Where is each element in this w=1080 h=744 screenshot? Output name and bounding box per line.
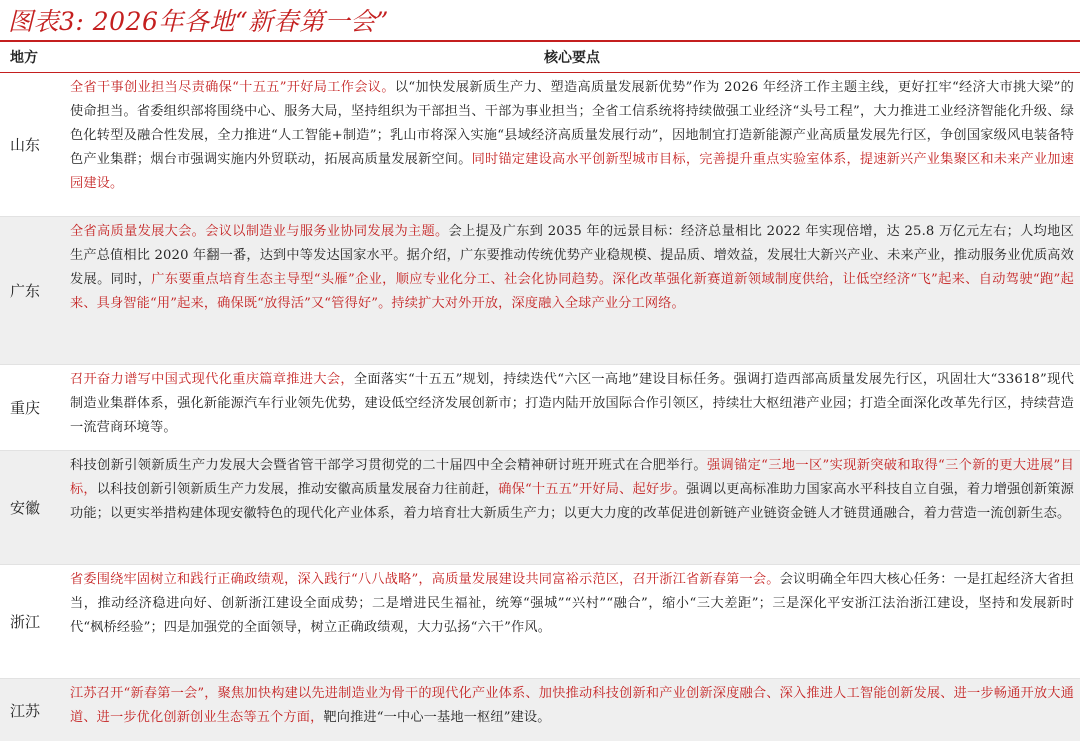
highlighted-text: 全省干事创业担当尽责确保“十五五”开好局工作会议。 (70, 80, 395, 95)
points-cell (64, 365, 1080, 450)
body-text: 以科技创新引领新质生产力发展，推动安徽高质量发展奋力往前赶， (96, 482, 499, 497)
points-cell (64, 679, 1080, 741)
highlighted-text: 广东要重点培育生态主导型“头雁”企业，顺应专业化分工、社会化协同趋势。深化改革强化新赛道新领域制度供给，让低空经济“飞”起来、自动驾驶“跑”起来、具身智能“用”起来，确保既“放得活”又“管得好”。持续扩大对外开放，深度融入全球产业分工网络。 (70, 272, 1074, 311)
title-bar (0, 0, 1080, 40)
table-header (0, 42, 1080, 73)
header-region: 地方 (10, 50, 38, 66)
highlighted-text: 同时锚定建设高水平创新型城市目标，完善提升重点实验室体系，提速新兴产业集聚区和未来产业加速园建设。 (70, 152, 1075, 191)
highlighted-text: 强调锚定“三地一区”实现新突破和取得“三个新的更大进展”目标， (70, 458, 1074, 497)
region-cell: 浙江 (10, 613, 41, 631)
region-cell: 重庆 (10, 399, 41, 417)
header-points: 核心要点 (544, 50, 600, 66)
body-text: 全面落实“十五五”规划，持续迭代“六区一高地”建设目标任务。强调打造西部高质量发展先行区，巩固壮大“33618”现代制造业集群体系，强化新能源汽车行业领先优势，建设低空经济发展创新市；打造内陆开放国际合作引领区，持续壮大枢纽港产业园；打造全面深化改革先行区，持续营造一流营商环境等。 (70, 372, 1074, 435)
table-row (0, 679, 1080, 741)
table-row (0, 73, 1080, 217)
highlighted-text: 省委围绕牢固树立和践行正确政绩观，深入践行“八八战略”，高质量发展建设共同富裕示范区，召开浙江省新春第一会。 (70, 572, 780, 587)
region-cell: 广东 (10, 282, 41, 300)
region-cell: 山东 (10, 136, 41, 154)
region-cell: 江苏 (10, 701, 41, 720)
region-cell: 安徽 (10, 499, 41, 517)
table-row (0, 217, 1080, 365)
body-text: 以“加快发展新质生产力、塑造高质量发展新优势”作为 2026 年经济工作主题主线，更好扛牢“经济大市挑大梁”的使命担当。省委组织部将围绕中心、服务大局，坚持组织为干部担当、干部为事业担当；全省工信系统将持续做强工业经济“头号工程”，大力推进工业经济智能化升级、绿色化转型及融合性发展，全力推进“人工智能+制造”；乳山市将深入实施“县域经济高质量发展行动”，因地制宜打造新能源产业高质量发展先行区，争创国家级风电装备特色产业集群；烟台市强调实施内外贸联动，拓展高质量发展新空间。 (70, 80, 1074, 167)
table-row (0, 451, 1080, 565)
body-text: 科技创新引领新质生产力发展大会暨省管干部学习贯彻党的二十届四中全会精神研讨班开班式在合肥举行。 (70, 458, 707, 473)
table-row (0, 565, 1080, 679)
body-text: 会上提及广东到 2035 年的远景目标：经济总量相比 2022 年实现倍增，达 25.8 万亿元左右；人均地区生产总值相比 2020 年翻一番，达到中等发达国家水平。据介绍，广东要推动传统优势产业稳规模、提品质、增效益，发展壮大新兴产业、未来产业，推动服务业优质高效发展。同时， (70, 224, 1074, 287)
points-cell (64, 217, 1080, 364)
body-text: 强调以更高标准助力国家高水平科技自立自强，着力增强创新策源功能；以更实举措构建体现安徽特色的现代化产业体系，着力培育壮大新质生产力；以更大力度的改革促进创新链产业链资金链人才链贯通融合，着力营造一流创新生态。 (70, 482, 1075, 521)
highlighted-text: 全省高质量发展大会。会议以制造业与服务业协同发展为主题。 (70, 224, 449, 239)
table-row (0, 365, 1080, 451)
highlighted-text: 江苏召开“新春第一会”，聚焦加快构建以先进制造业为骨干的现代化产业体系、加快推动科技创新和产业创新深度融合、深入推进人工智能创新发展、进一步畅通开放大通道、进一步优化创新创业生态等五个方面， (70, 686, 1074, 725)
table-body (0, 73, 1080, 741)
highlighted-text: 确保“十五五”开好局、起好步。 (498, 482, 687, 497)
points-cell (64, 451, 1080, 564)
points-cell (64, 565, 1080, 678)
body-text: 靶向推进“一中心一基地一枢纽”建设。 (323, 710, 551, 725)
points-cell (64, 73, 1080, 216)
body-text: 会议明确全年四大核心任务：一是扛起经济大省担当，推动经济稳进向好、创新浙江建设全面成势；二是增进民生福祉，统筹“强城”“兴村”“融合”，缩小“三大差距”；三是深化平安浙江法治浙江建设，坚持和发展新时代“枫桥经验”；四是加强党的全面领导，树立正确政绩观，大力弘扬“六干”作风。 (70, 572, 1074, 635)
figure-title: 图表3: 2026年各地“新春第一会” (8, 7, 389, 36)
highlighted-text: 召开奋力谱写中国式现代化重庆篇章推进大会， (70, 372, 354, 387)
